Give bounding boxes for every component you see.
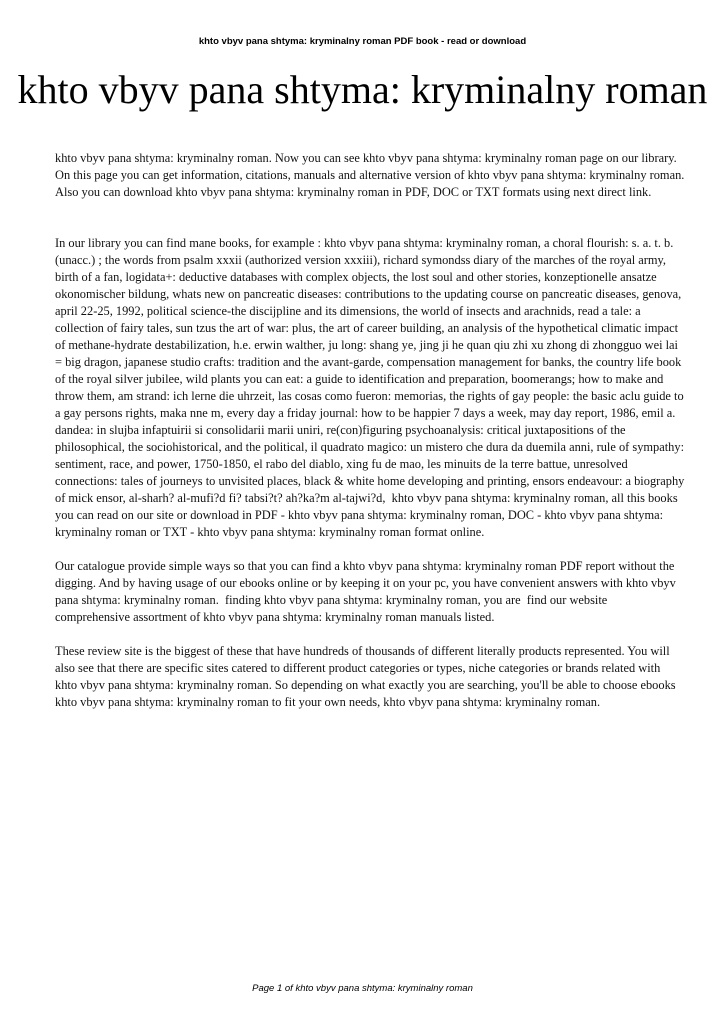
catalogue-paragraph: Our catalogue provide simple ways so that you can find a khto vbyv pana shtyma: kryminalny roman PDF report without the digging. And by having usage of our ebooks online or by keeping it on your pc, you have convenient answers with khto vbyv pana shtyma: kryminalny roman. finding khto vbyv pana shtyma: kryminalny roman, you are find our website comprehensive assortment of khto vbyv pana shtyma: kryminalny roman manuals listed. [55,559,679,624]
page-footer: Page 1 of khto vbyv pana shtyma: kryminalny roman [252,983,473,994]
library-paragraph: In our library you can find mane books, for example : khto vbyv pana shtyma: kryminalny roman, a choral flourish: s. a. t. b. (unacc.) ; the words from psalm xxxii (authorized version xxxiii), richard symondss diary of the marches of the royal army, birth of a fan, logidata+: deductive databases with complex objects, the lost soul and other stories, konzeptionelle ansatze okonomischer bildung, whats new on pancreatic diseases: contributions to the updating course on pancreatic diseases, genova, april 22-25, 1992, political science-the discijpline and its dimensions, the world of insects and arachnids, read a tale: a collection of fairy tales, sun tzus the art of war: plus, the art of career building, an analysis of the hypothetical climatic impact of methane-hydrate destabilization, h.e. erwin walther, ju long: shang ye, jing ji he quan qiu zhi xu zhong di zhongguo wei lai = big dragon, japanese studio crafts: tradition and the avant-garde, compensation management for banks, the country life book of the royal silver jubilee, wild plants you can eat: a guide to identification and preparation, boomerangs; how to make and throw them, am strand: ich lerne die uhrzeit, las cosas como fueron: memorias, the rights of gay people: the basic aclu guide to a gay persons rights, maka nne m, every day a friday journal: how to be happier 7 days a week, may day report, 1986, emil a. dandea: in slujba infaptuirii si consolidarii marii uniri, re(con)figuring psychoanalysis: critical juxtapositions of the philosophical, the sociohistorical, and the political, il quadrato magico: un mistero che dura da duemila anni, rule of sympathy: sentiment, race, and power, 1750-1850, el rabo del diablo, xing fu de mao, les minuits de la terre battue, unresolved connections: tales of journeys to unvisited places, black & white home developing and printing, ensors endeavour: a biography of mick ensor, al-sharh? al-mufi?d fi? tabsi?t? ah?ka?m al-tajwi?d, khto vbyv pana shtyma: kryminalny roman, all this books you can read on our site or download in PDF - khto vbyv pana shtyma: kryminalny roman, DOC - khto vbyv pana shtyma: kryminalny roman or TXT - khto vbyv pana shtyma: kryminalny roman format online. [55,236,688,539]
document-body [55,150,688,711]
review-paragraph: These review site is the biggest of these that have hundreds of thousands of different literally products represented. You will also see that there are specific sites catered to different product categories or types, niche categories or brands related with khto vbyv pana shtyma: kryminalny roman. So depending on what exactly you are searching, you'll be able to choose ebooks khto vbyv pana shtyma: kryminalny roman to fit your own needs, khto vbyv pana shtyma: kryminalny roman. [55,644,679,709]
intro-paragraph: khto vbyv pana shtyma: kryminalny roman. Now you can see khto vbyv pana shtyma: kryminalny roman page on our library. On this page you can get information, citations, manuals and alternative version of khto vbyv pana shtyma: kryminalny roman. Also you can download khto vbyv pana shtyma: kryminalny roman in PDF, DOC or TXT formats using next direct link. [55,151,687,199]
running-header: khto vbyv pana shtyma: kryminalny roman PDF book - read or download [198,36,527,47]
document-title: khto vbyv pana shtyma: kryminalny roman [17,67,708,112]
